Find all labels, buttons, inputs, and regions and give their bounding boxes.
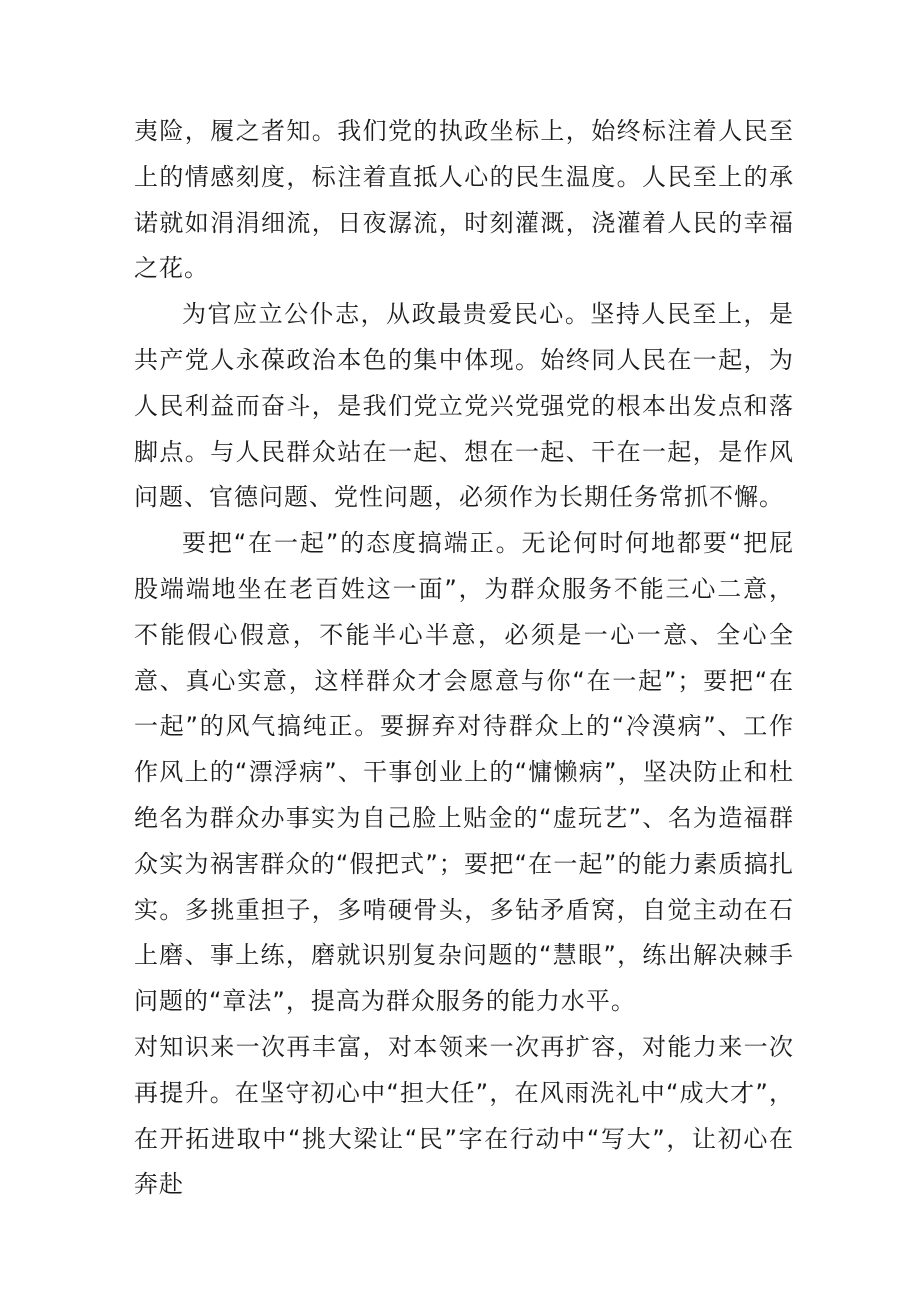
document-body (134, 109, 794, 1208)
paragraph-1: 夷险，履之者知。我们党的执政坐标上，始终标注着人民至上的情感刻度，标注着直抵人心的民生温度。人民至上的承诺就如涓涓细流，日夜潺流，时刻灌溉，浇灌着人民的幸福之花。 (134, 117, 794, 283)
paragraph-3: 要把“在一起”的态度搞端正。无论何时何地都要“把屁股端端地坐在老百姓这一面”，为群众服务不能三心二意，不能假心假意，不能半心半意，必须是一心一意、全心全意、真心实意，这样群众才会愿意与你“在一起”；要把“在一起”的风气搞纯正。要摒弃对待群众上的“冷漠病”、工作作风上的“漂浮病”、干事创业上的“慵懒病”，坚决防止和杜绝名为群众办事实为自己脸上贴金的“虚玩艺”、名为造福群众实为祸害群众的“假把式”；要把“在一起”的能力素质搞扎实。多挑重担子，多啃硬骨头，多钻矛盾窝，自觉主动在石上磨、事上练，磨就识别复杂问题的“慧眼”，练出解决棘手问题的“章法”，提高为群众服务的能力水平。 (134, 529, 794, 1016)
paragraph-2: 为官应立公仆志，从政最贵爱民心。坚持人民至上，是共产党人永葆政治本色的集中体现。始终同人民在一起，为人民利益而奋斗，是我们党立党兴党强党的根本出发点和落脚点。与人民群众站在一起、想在一起、干在一起，是作风问题、官德问题、党性问题，必须作为长期任务常抓不懈。 (134, 300, 794, 512)
paragraph-4: 对知识来一次再丰富，对本领来一次再扩容，对能力来一次再提升。在坚守初心中“担大任”，在风雨洗礼中“成大才”，在开拓进取中“挑大梁让“民”字在行动中“写大”，让初心在奔赴 (134, 1032, 794, 1199)
